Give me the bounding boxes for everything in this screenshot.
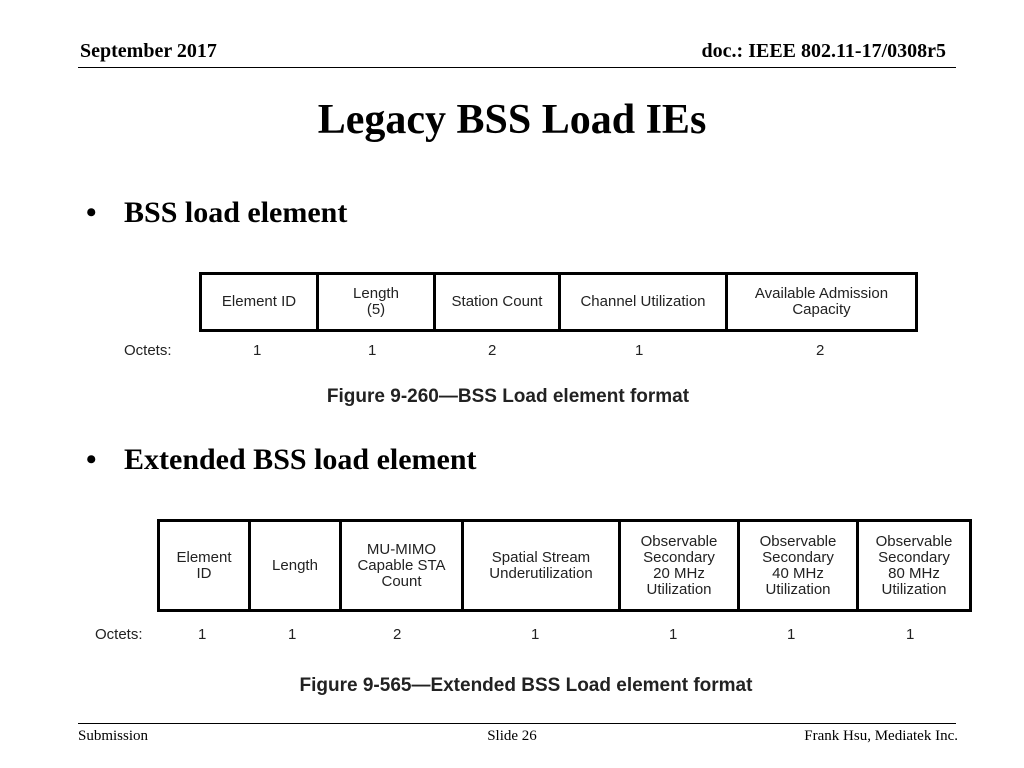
field-element-id (201, 274, 318, 331)
octets-label: Octets: (124, 342, 172, 359)
field-label: Observable (640, 532, 718, 550)
field-label: Available Admission (754, 285, 889, 302)
bullet-text: Extended BSS load element (124, 443, 477, 476)
field-label: Capacity (792, 301, 851, 318)
field-label: Spatial Stream (491, 548, 591, 566)
bullet-dot: • (86, 196, 97, 229)
slide-title: Legacy BSS Load IEs (317, 97, 707, 143)
table-row (159, 521, 971, 611)
field-label: Utilization (765, 580, 831, 598)
field-length (250, 521, 341, 611)
octet-value: 1 (906, 626, 915, 643)
octet-value: 1 (669, 626, 678, 643)
field-station-count (435, 274, 560, 331)
field-label: Secondary (878, 548, 950, 566)
field-label: Secondary (643, 548, 715, 566)
field-label: Channel Utilization (580, 293, 706, 310)
field-label: ID (196, 564, 212, 582)
bullet-dot: • (86, 443, 97, 476)
field-label: Secondary (762, 548, 834, 566)
field-label: 80 MHz (888, 564, 940, 582)
field-label: Observable (759, 532, 837, 550)
field-label: 20 MHz (653, 564, 705, 582)
footer-rule (78, 723, 956, 724)
figure-caption: Figure 9-565—Extended BSS Load element format (299, 675, 753, 696)
field-label: 40 MHz (772, 564, 824, 582)
field-secondary-80mhz-utilization (858, 521, 971, 611)
octet-value: 1 (198, 626, 207, 643)
bullet-extended-bss-load (86, 443, 477, 477)
field-spatial-stream-underutilization (463, 521, 620, 611)
field-label: Capable STA (357, 556, 446, 574)
octet-value: 1 (368, 342, 377, 359)
field-secondary-40mhz-utilization (739, 521, 858, 611)
field-label: Element ID (221, 293, 297, 310)
field-label: Count (381, 572, 422, 590)
field-label: Length (353, 285, 399, 302)
octet-value: 1 (635, 342, 644, 359)
octet-value: 1 (531, 626, 540, 643)
field-label: Utilization (881, 580, 947, 598)
field-label: Observable (875, 532, 953, 550)
octets-label: Octets: (95, 626, 143, 643)
header-rule (78, 67, 956, 68)
footer-slide-number: Slide 26 (487, 728, 537, 744)
field-label: Element (176, 548, 232, 566)
field-secondary-20mhz-utilization (620, 521, 739, 611)
octet-value: 2 (816, 342, 825, 359)
field-label: Underutilization (489, 564, 593, 582)
bss-load-format-table (199, 272, 918, 332)
footer-author: Frank Hsu, Mediatek Inc. (804, 728, 958, 744)
bullet-bss-load (86, 196, 347, 230)
field-label: Utilization (646, 580, 712, 598)
header-date: September 2017 (80, 40, 217, 62)
field-label: (5) (366, 301, 386, 318)
field-channel-utilization (560, 274, 727, 331)
field-element-id (159, 521, 250, 611)
table-row (201, 274, 917, 331)
footer-submission: Submission (78, 728, 149, 744)
extended-bss-load-format-table (157, 519, 972, 612)
figure-caption: Figure 9-260—BSS Load element format (326, 386, 690, 407)
field-label: Station Count (451, 293, 543, 310)
octet-value: 1 (787, 626, 796, 643)
field-label: MU-MIMO (366, 540, 437, 558)
octet-value: 1 (288, 626, 297, 643)
field-mu-mimo-sta-count (341, 521, 463, 611)
field-length (318, 274, 435, 331)
octet-value: 2 (488, 342, 497, 359)
field-label: Length (272, 556, 318, 574)
octet-value: 2 (393, 626, 402, 643)
octet-value: 1 (253, 342, 262, 359)
field-available-admission-capacity (727, 274, 917, 331)
header-doc-id: doc.: IEEE 802.11-17/0308r5 (701, 40, 946, 62)
bullet-text: BSS load element (124, 196, 348, 229)
